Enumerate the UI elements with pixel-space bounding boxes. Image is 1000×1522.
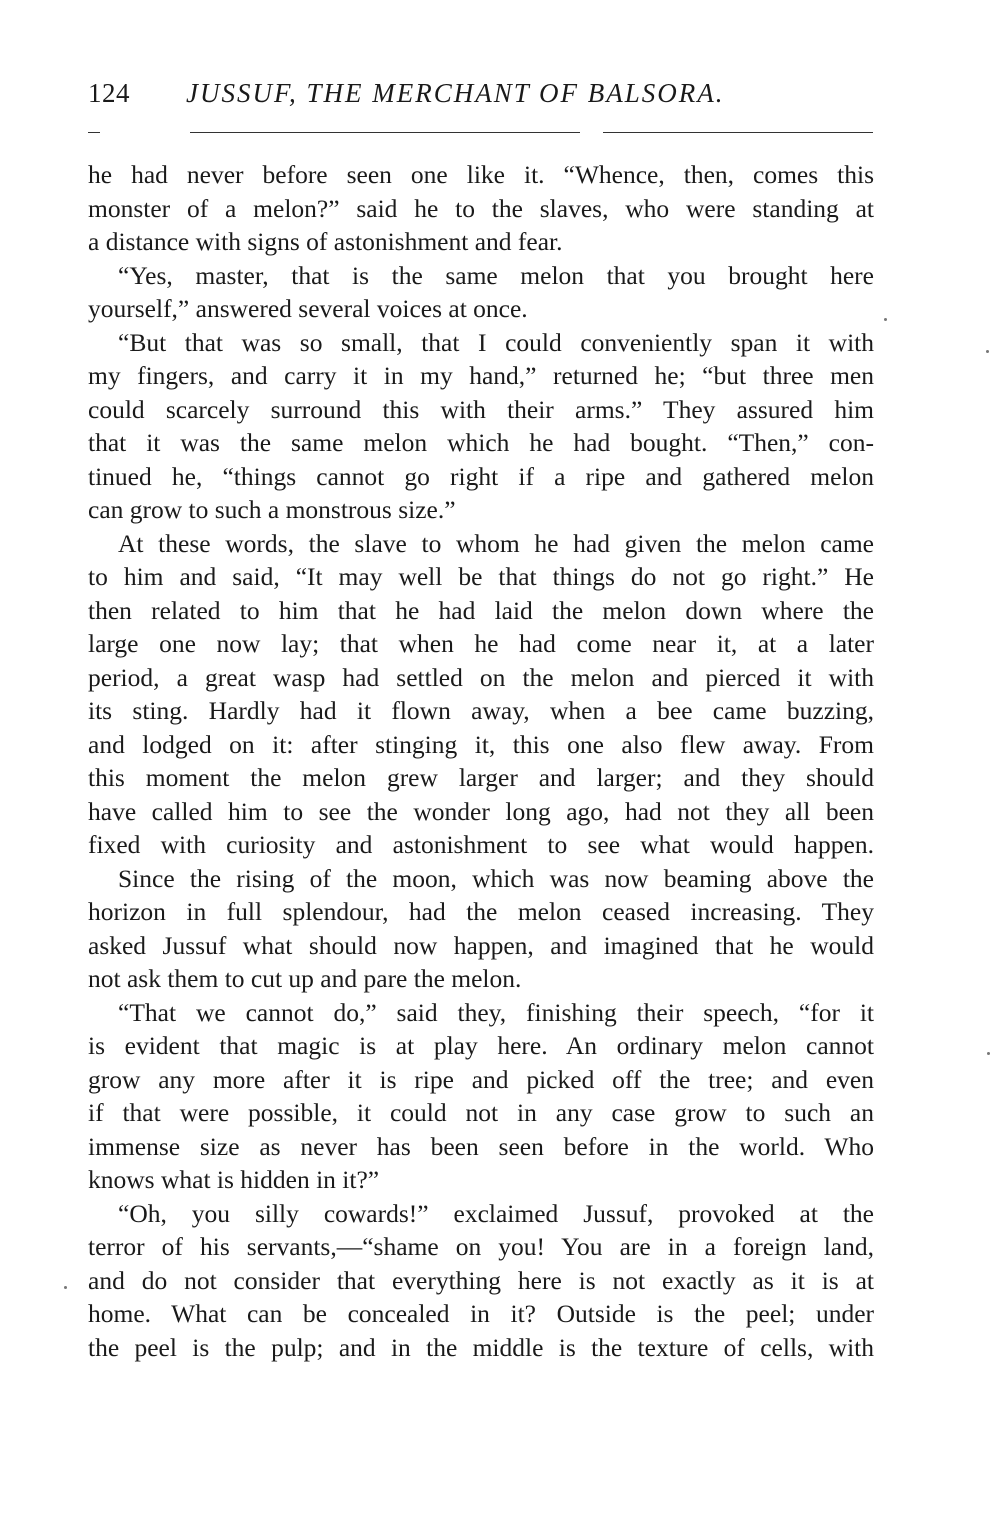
text-line: horizon in full splendour, had the melon ceased increasing. They	[88, 897, 874, 926]
text-line: then related to him that he had laid the melon down where the	[88, 595, 874, 625]
text-line: is evident that magic is at play here. An ordinary melon cannot	[88, 1031, 874, 1060]
text-line: and do not consider that everything here is not exactly as it is at	[88, 1265, 874, 1295]
text-line: Since the rising of the moon, which was now beaming above the	[118, 863, 874, 893]
text-line: large one now lay; that when he had come near it, at a later	[88, 629, 874, 658]
text-line: asked Jussuf what should now happen, and imagined that he would	[88, 930, 874, 960]
text-line: tinued he, “things cannot go right if a ripe and gathered melon	[88, 461, 874, 491]
text-line: could scarcely surround this with their arms.” They assured him	[88, 394, 874, 424]
text-line: this moment the melon grew larger and larger; and they should	[88, 763, 874, 792]
text-line: my fingers, and carry it in my hand,” returned he; “but three men	[88, 361, 874, 390]
text-line: “But that was so small, that I could conveniently span it with	[118, 327, 874, 357]
text-line: a distance with signs of astonishment and fear.	[88, 227, 563, 256]
header-rule	[88, 132, 100, 133]
scan-speck	[884, 318, 887, 321]
text-line: “Yes, master, that is the same melon that you brought here	[118, 260, 874, 290]
text-line: period, a great wasp had settled on the melon and pierced it with	[88, 662, 874, 692]
text-line: not ask them to cut up and pare the melon.	[88, 964, 522, 993]
text-line: to him and said, “It may well be that things do not go right.” He	[88, 562, 874, 591]
text-line: have called him to see the wonder long ago, had not they all been	[88, 796, 874, 826]
header-rule	[190, 132, 580, 133]
scan-speck	[987, 1052, 990, 1055]
scan-speck	[64, 1286, 67, 1289]
body-text	[88, 158, 874, 1364]
scan-speck	[986, 350, 989, 353]
text-line: home. What can be concealed in it? Outside is the peel; under	[88, 1299, 874, 1328]
text-line: its sting. Hardly had it flown away, when a bee came buzzing,	[88, 696, 874, 725]
text-line: and lodged on it: after stinging it, this one also flew away. From	[88, 729, 874, 759]
text-line: the peel is the pulp; and in the middle is the texture of cells, with	[88, 1332, 874, 1362]
text-line: At these words, the slave to whom he had given the melon came	[118, 528, 874, 558]
text-line: immense size as never has been seen before in the world. Who	[88, 1131, 874, 1161]
text-line: grow any more after it is ripe and picked off the tree; and even	[88, 1064, 874, 1094]
running-title: JUSSUF, THE MERCHANT OF BALSORA.	[186, 78, 725, 108]
text-line: terror of his servants,—“shame on you! You are in a foreign land,	[88, 1232, 874, 1261]
running-head	[88, 78, 888, 118]
text-line: yourself,” answered several voices at once.	[88, 294, 528, 323]
text-line: that it was the same melon which he had bought. “Then,” con-	[88, 428, 874, 457]
text-line: knows what is hidden in it?”	[88, 1165, 380, 1194]
text-line: if that were possible, it could not in any case grow to such an	[88, 1098, 874, 1127]
text-line: “That we cannot do,” said they, finishing their speech, “for it	[118, 997, 874, 1027]
text-line: fixed with curiosity and astonishment to see what would happen.	[88, 830, 874, 859]
text-line: he had never before seen one like it. “Whence, then, comes this	[88, 160, 874, 189]
page-number: 124	[88, 78, 130, 108]
text-line: monster of a melon?” said he to the slaves, who were standing at	[88, 193, 874, 223]
header-rule	[603, 132, 873, 133]
text-line: “Oh, you silly cowards!” exclaimed Jussuf, provoked at the	[118, 1198, 874, 1228]
text-line: can grow to such a monstrous size.”	[88, 495, 456, 524]
